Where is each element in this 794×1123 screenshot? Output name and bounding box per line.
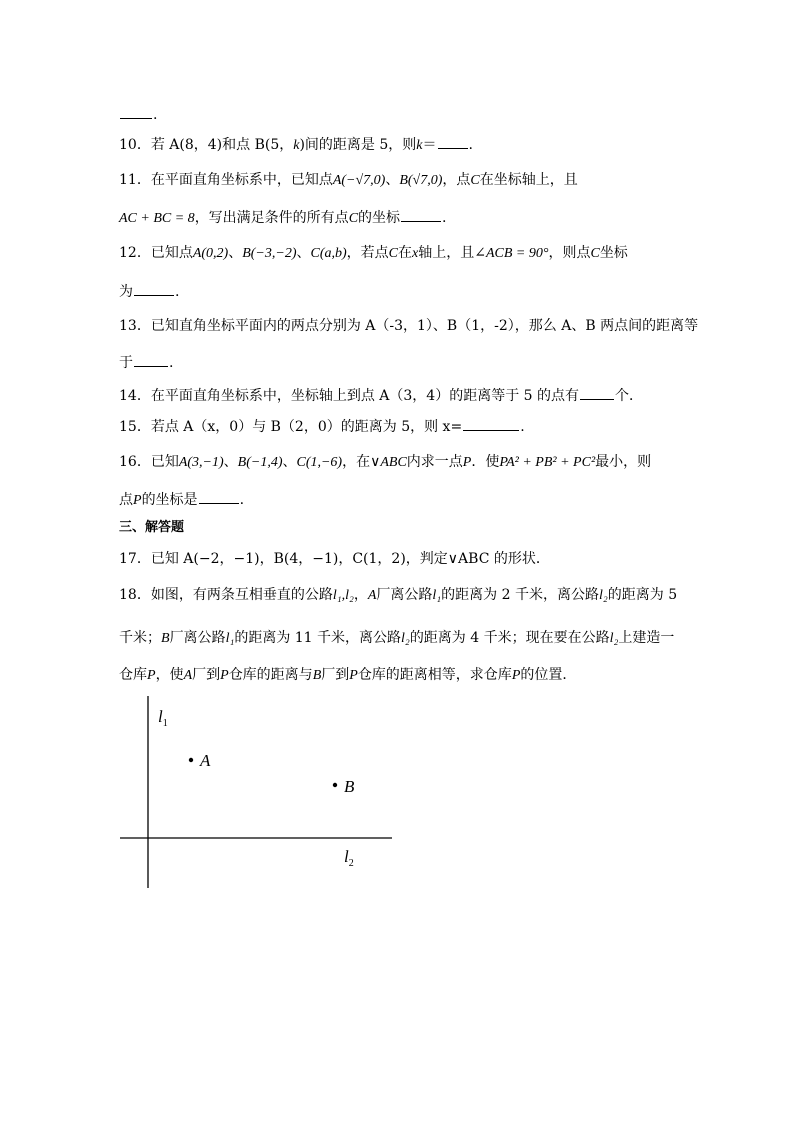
question-text: ，则点 bbox=[548, 245, 591, 261]
variable-k: k bbox=[293, 138, 300, 153]
variable-b: B bbox=[312, 668, 322, 683]
sum-squares-expr: PA² + PB² + PC² bbox=[499, 455, 596, 470]
question-text: 的距离为 5 bbox=[607, 587, 678, 603]
question-number: 14． bbox=[119, 388, 151, 404]
period: . bbox=[169, 355, 174, 371]
answer-blank bbox=[134, 281, 174, 296]
answer-blank bbox=[199, 489, 239, 504]
road-l1: l₁ bbox=[432, 588, 442, 603]
answer-blank bbox=[580, 385, 614, 400]
question-text: ＝ bbox=[422, 137, 437, 153]
answer-blank bbox=[463, 416, 519, 431]
period: . bbox=[175, 284, 180, 300]
variable-a: A bbox=[367, 588, 377, 603]
point-b-expr: B(−1,4) bbox=[237, 455, 283, 470]
label-a: A bbox=[200, 751, 211, 770]
question-number: 13． bbox=[119, 318, 151, 334]
question-text: 于 bbox=[119, 355, 133, 371]
question-text: ，写出满足条件的所有点 bbox=[194, 210, 349, 226]
question-text: ，点 bbox=[442, 172, 471, 188]
question-text: 内求一点 bbox=[406, 454, 463, 470]
question-15 bbox=[119, 416, 525, 437]
point-c-expr: C(a,b) bbox=[310, 246, 347, 261]
question-text: 厂离公路 bbox=[169, 630, 226, 646]
section-heading: 三、解答题 bbox=[119, 520, 185, 535]
point-a-expr: A(0,2) bbox=[192, 246, 229, 261]
variable-k: k bbox=[416, 138, 423, 153]
sum-expr: AC + BC = 8 bbox=[119, 211, 195, 226]
question-number: 16． bbox=[119, 454, 151, 470]
question-number: 18． bbox=[119, 587, 151, 603]
triangle-expr: ∨ABC bbox=[370, 455, 407, 470]
question-number: 12． bbox=[119, 245, 151, 261]
point-a-expr: A(−√7,0) bbox=[332, 173, 386, 188]
separator: 、 bbox=[223, 454, 238, 470]
question-text: 厂到 bbox=[321, 667, 350, 683]
question-text: 的距离为 11 千米，离公路 bbox=[234, 630, 402, 646]
question-14 bbox=[119, 385, 643, 406]
question-text: 在平面直角坐标系中，已知点 bbox=[150, 172, 333, 188]
question-text: 千米； bbox=[119, 630, 161, 646]
point-b-expr: B(√7,0) bbox=[399, 173, 443, 188]
variable-a: A bbox=[183, 668, 193, 683]
question-text: 的位置． bbox=[520, 667, 577, 683]
question-text: )间的距离是 5，则 bbox=[299, 137, 417, 153]
road-l2: l₂ bbox=[598, 588, 608, 603]
separator: 、 bbox=[282, 454, 297, 470]
question-18-line-2 bbox=[119, 628, 674, 649]
period: . bbox=[153, 107, 158, 123]
question-text: 已知直角坐标平面内的两点分别为 A（-3，1）、B（1，-2），那么 A、B 两点间的距离等 bbox=[150, 318, 699, 334]
point-b-expr: B(−3,−2) bbox=[242, 246, 297, 261]
question-text: 仓库的距离相等，求仓库 bbox=[357, 667, 512, 683]
question-text: 在 bbox=[398, 245, 413, 261]
question-text: 仓库 bbox=[119, 667, 147, 683]
separator: 、 bbox=[385, 172, 400, 188]
label-l2: $l_2$ bbox=[344, 847, 354, 869]
answer-blank bbox=[401, 207, 441, 222]
road-l2: l₂ bbox=[609, 631, 619, 646]
question-10 bbox=[119, 134, 473, 156]
question-text: 已知 bbox=[150, 454, 179, 470]
question-text: 的坐标是 bbox=[141, 492, 198, 508]
question-text: 在坐标轴上，且 bbox=[479, 172, 578, 188]
period: . bbox=[239, 492, 245, 508]
angle-expr: ACB = 90° bbox=[485, 246, 549, 261]
question-text: 厂离公路 bbox=[376, 587, 433, 603]
question-text: ，若点 bbox=[346, 245, 389, 261]
question-text: 若点 A（x，0）与 B（2，0）的距离为 5，则 x= bbox=[150, 419, 463, 435]
question-text: 若 A(8，4)和点 B(5， bbox=[150, 137, 294, 153]
variable-p: P bbox=[511, 668, 521, 683]
variable-p: P bbox=[462, 455, 472, 470]
point-a-dot bbox=[189, 758, 193, 762]
question-number: 10． bbox=[119, 137, 151, 153]
label-b: B bbox=[344, 777, 355, 796]
prev-answer-line bbox=[119, 104, 157, 125]
question-number: 17． bbox=[119, 551, 151, 567]
point-a-expr: A(3,−1) bbox=[178, 455, 224, 470]
answer-blank bbox=[120, 104, 152, 119]
question-17 bbox=[119, 549, 550, 569]
road-vars: l₁,l₂ bbox=[332, 588, 354, 603]
question-text: 上建造一 bbox=[618, 630, 675, 646]
question-number: 15． bbox=[119, 419, 151, 435]
answer-blank bbox=[134, 352, 168, 367]
separator: 、 bbox=[296, 245, 311, 261]
question-text: 个． bbox=[615, 388, 644, 404]
question-text: 在平面直角坐标系中，坐标轴上到点 A（3，4）的距离等于 5 的点有 bbox=[150, 388, 580, 404]
question-text: 的距离为 4 千米；现在要在公路 bbox=[409, 630, 610, 646]
question-text: 最小，则 bbox=[595, 454, 652, 470]
question-text: 已知 A(−2，−1)，B(4，−1)，C(1，2)，判定∨ABC 的形状． bbox=[150, 551, 550, 567]
roads-figure bbox=[118, 696, 398, 891]
variable-c: C bbox=[348, 211, 359, 226]
road-l2: l₂ bbox=[401, 631, 410, 646]
question-text: 轴上，且∠ bbox=[418, 245, 486, 261]
question-13-line-2 bbox=[119, 352, 173, 373]
variable-b: B bbox=[161, 631, 170, 646]
variable-p: P bbox=[147, 668, 156, 683]
question-text: 的坐标 bbox=[358, 210, 401, 226]
variable-c: C bbox=[590, 246, 600, 261]
variable-c: C bbox=[388, 246, 399, 261]
question-text: 已知点 bbox=[150, 245, 193, 261]
question-13-line-1 bbox=[119, 316, 698, 336]
label-l1: $l_1$ bbox=[158, 707, 168, 729]
question-text: 如图，有两条互相垂直的公路 bbox=[150, 587, 333, 603]
variable-p: P bbox=[220, 668, 229, 683]
question-12-line-2 bbox=[119, 281, 179, 302]
question-text: ， bbox=[353, 587, 368, 603]
variable-x: x bbox=[412, 246, 419, 261]
answer-blank bbox=[438, 134, 468, 149]
question-11-line-1 bbox=[119, 170, 578, 191]
road-l1: l₁ bbox=[225, 631, 235, 646]
period: . bbox=[520, 419, 525, 435]
variable-p: P bbox=[349, 668, 358, 683]
period: . bbox=[442, 210, 447, 226]
question-text: 厂到 bbox=[192, 667, 221, 683]
question-16-line-2 bbox=[119, 489, 244, 511]
question-text: ．使 bbox=[471, 454, 500, 470]
question-18-line-3 bbox=[119, 665, 576, 686]
question-text: 坐标 bbox=[599, 245, 628, 261]
question-text: 点 bbox=[119, 492, 133, 508]
question-18-line-1 bbox=[119, 585, 677, 606]
question-text: ，使 bbox=[155, 667, 184, 683]
point-b-dot bbox=[333, 783, 337, 787]
variable-p: P bbox=[133, 493, 142, 508]
question-text: 仓库的距离与 bbox=[228, 667, 313, 683]
variable-c: C bbox=[470, 173, 480, 188]
question-11-line-2 bbox=[119, 207, 446, 229]
question-number: 11． bbox=[119, 172, 151, 188]
question-12-line-1 bbox=[119, 243, 628, 264]
question-text: 为 bbox=[119, 284, 133, 300]
separator: 、 bbox=[228, 245, 243, 261]
point-c-expr: C(1,−6) bbox=[296, 455, 343, 470]
question-16-line-1 bbox=[119, 452, 651, 473]
period: . bbox=[468, 137, 473, 153]
question-text: 的距离为 2 千米，离公路 bbox=[441, 587, 599, 603]
question-text: ，在 bbox=[342, 454, 371, 470]
